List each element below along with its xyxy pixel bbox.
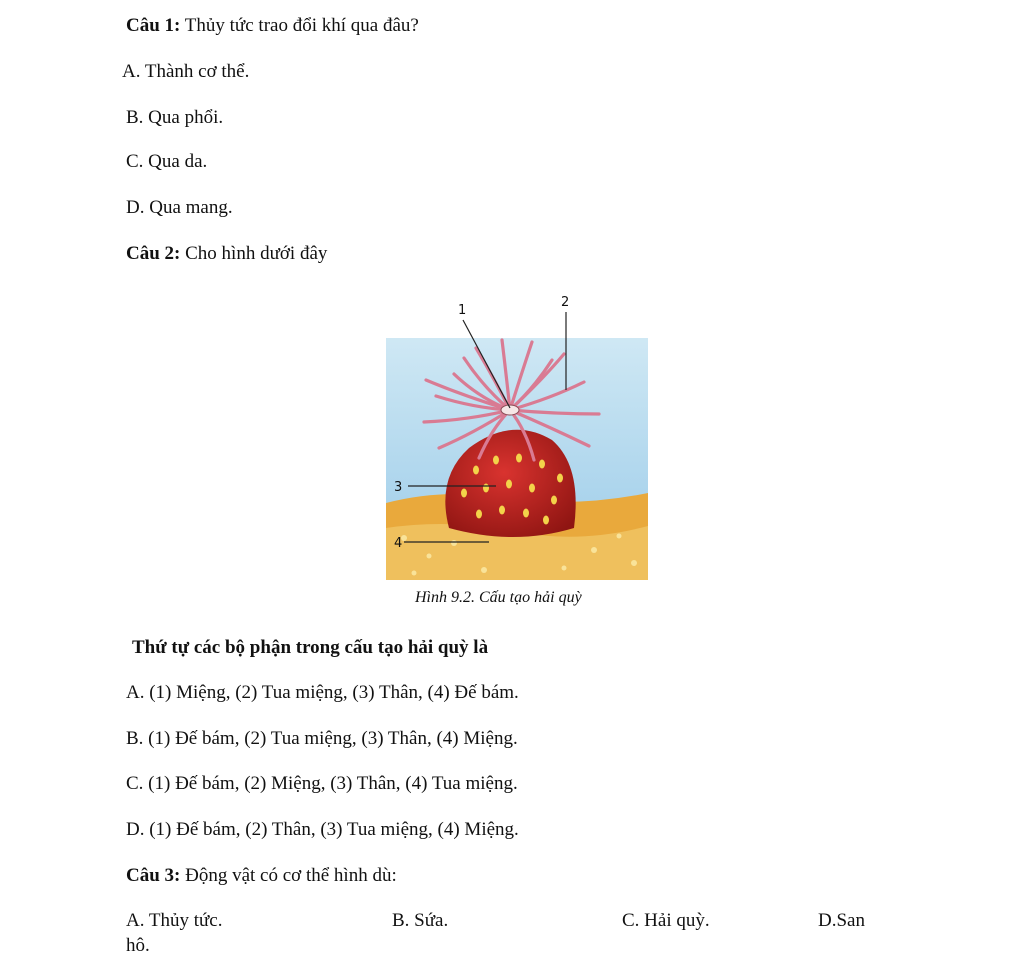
q1-option-b: B. Qua phổi. [126, 107, 224, 128]
question-1 [126, 14, 419, 38]
question-3 [126, 864, 397, 888]
question-1-text: Thủy tức trao đổi khí qua đâu? [184, 15, 419, 36]
figure-label-4: 4 [394, 536, 403, 551]
figure-label-1: 1 [458, 303, 467, 318]
question-2-prompt: Thứ tự các bộ phận trong cấu tạo hải quỳ là [132, 637, 489, 658]
question-2 [126, 242, 327, 266]
q2-option-d: D. (1) Đế bám, (2) Thân, (3) Tua miệng, (4) Miệng. [126, 819, 519, 840]
question-3-text: Động vật có cơ thể hình dù: [185, 865, 397, 886]
q3-option-d: D.San [818, 910, 865, 931]
mouth-disc [501, 405, 519, 415]
q1-option-c: C. Qua da. [126, 151, 208, 172]
q2-option-a: A. (1) Miệng, (2) Tua miệng, (3) Thân, (4) Đế bám. [126, 682, 519, 703]
q3-option-a: A. Thủy tức. [126, 910, 223, 931]
q2-option-b: B. (1) Đế bám, (2) Tua miệng, (3) Thân, (4) Miệng. [126, 728, 518, 749]
question-2-label: Câu 2: [126, 243, 181, 264]
q2-option-c: C. (1) Đế bám, (2) Miệng, (3) Thân, (4) Tua miệng. [126, 773, 518, 794]
figure-label-3: 3 [394, 480, 403, 495]
figure-caption: Hình 9.2. Cấu tạo hải quỳ [415, 589, 582, 606]
question-2-text: Cho hình dưới đây [185, 243, 328, 264]
q3-option-d-continuation: hô. [126, 935, 150, 956]
q1-option-a: A. Thành cơ thể. [122, 61, 250, 82]
figure-label-2: 2 [561, 295, 570, 310]
question-1-label: Câu 1: [126, 15, 181, 36]
q3-option-c: C. Hải quỳ. [622, 910, 710, 931]
question-3-label: Câu 3: [126, 865, 181, 886]
q3-option-b: B. Sứa. [392, 910, 449, 931]
sea-anemone-figure [384, 288, 650, 584]
q1-option-d: D. Qua mang. [126, 197, 233, 218]
